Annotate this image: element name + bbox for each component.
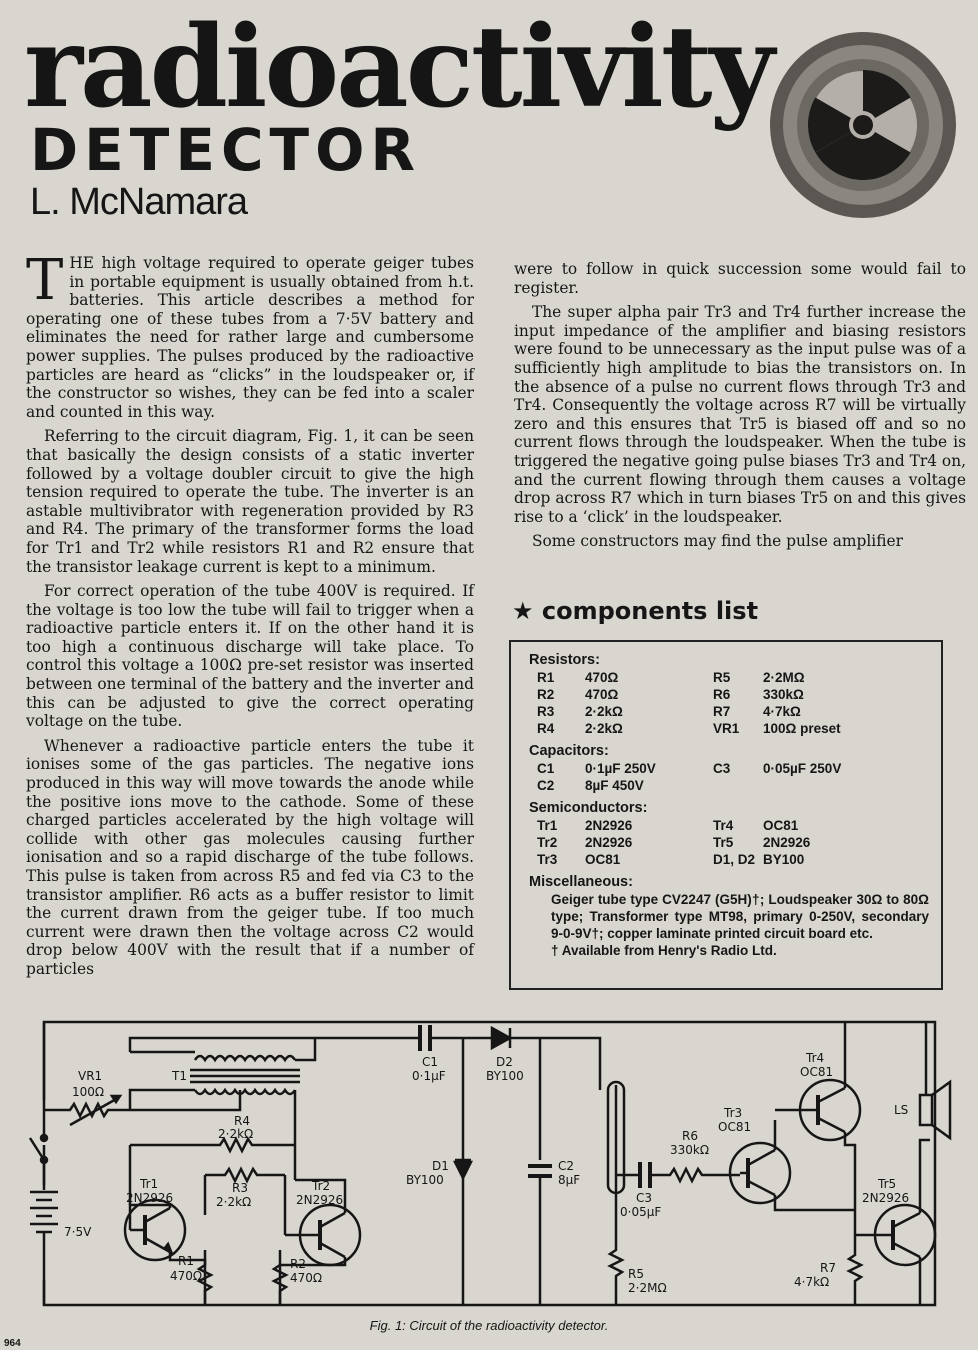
- misc-title: Miscellaneous:: [529, 874, 633, 890]
- svg-text:LS: LS: [894, 1103, 909, 1117]
- svg-text:2N2926: 2N2926: [126, 1191, 174, 1205]
- c3-r6: [616, 1162, 740, 1188]
- svg-text:R6: R6: [682, 1129, 698, 1143]
- svg-text:2·2kΩ: 2·2kΩ: [216, 1195, 252, 1209]
- svg-text:R5: R5: [628, 1267, 644, 1281]
- paragraph-2: Referring to the circuit diagram, Fig. 1, it can be seen that basically the design consists of a static inverter followed by a voltage doubler circuit to give the high tension required to operate the tube. The inverter is an astable multivibrator with regeneration provided by R3 and R4. The primary of the transformer forms the load for Tr1 and Tr2 while resistors R1 and R2 ensure that the transistor leakage current is kept to a minimum.: [26, 427, 474, 576]
- svg-text:8µF: 8µF: [558, 1173, 581, 1187]
- misc-text: Geiger tube type CV2247 (G5H)†; Loudspeaker 30Ω to 80Ω type; Transformer type MT98, primary 0-250V, secondary 9-0-9V†; copper laminate printed circuit board etc.: [551, 892, 929, 941]
- svg-text:T1: T1: [172, 1069, 187, 1083]
- misc-text-block: [529, 891, 929, 959]
- svg-text:BY100: BY100: [486, 1069, 524, 1083]
- semiconductors-title: Semiconductors:: [529, 800, 648, 816]
- svg-text:2N2926: 2N2926: [296, 1193, 344, 1207]
- svg-text:C3: C3: [636, 1191, 653, 1205]
- svg-text:VR1: VR1: [78, 1069, 103, 1083]
- capacitors-title: Capacitors:: [529, 743, 609, 759]
- circuit-diagram: [0, 1010, 978, 1315]
- svg-text:470Ω: 470Ω: [290, 1271, 323, 1285]
- svg-text:470Ω: 470Ω: [170, 1269, 203, 1283]
- svg-text:D2: D2: [496, 1055, 513, 1069]
- svg-text:2N2926: 2N2926: [862, 1191, 910, 1205]
- battery-symbol: [30, 1022, 58, 1305]
- svg-text:100Ω: 100Ω: [72, 1085, 105, 1099]
- svg-text:R7: R7: [820, 1261, 836, 1275]
- components-list-box: [509, 640, 943, 990]
- paragraph-3: For correct operation of the tube 400V is required. If the voltage is too low the tube will fail to trigger when a radioactive particle enters it. If on the other hand it is too high a continuous discharge will take place. To control this voltage a 100Ω pre-set resistor was inserted between one terminal of the battery and the inverter and this can be adjusted to give the correct operating voltage on the tube.: [26, 582, 474, 731]
- article-subtitle: DETECTOR: [30, 116, 422, 184]
- vr1-resistor: [44, 1096, 130, 1125]
- svg-text:D1: D1: [432, 1159, 449, 1173]
- transistor-tr1: [125, 1200, 205, 1305]
- r1-r2-resistors: [199, 1250, 286, 1305]
- paragraph-6: The super alpha pair Tr3 and Tr4 further increase the input impedance of the amplifier and biasing resistors were found to be unnecessary as the input pulse was of a sufficiently high amplitude to bias the transistors on. In the absence of a pulse no current flows through Tr3 and Tr4. Consequently the voltage across R7 will be virtually zero and this ensures that Tr5 is biased off and so no current flows through the loudspeaker. When the tube is triggered the negative going pulse biases Tr3 and Tr4 on, and the current flowing through them causes a voltage drop across R7 which in turn biases Tr5 on and this gives rise to a ‘click’ in the loudspeaker.: [514, 303, 966, 526]
- paragraph-4: Whenever a radioactive particle enters the tube it ionises some of the gas particles. The negative ions produced in this way will move towards the anode while the positive ions move to the cathode. Some of these charged particles accelerated by the high voltage will collide with other gas molecules causing further ionisation and so a rapid discharge of the tube follows. This pulse is taken from across R5 and fed via C3 to the transistor amplifier. R6 acts as a buffer resistor to limit the current drawn from the geiger tube. If too much current were drawn then the voltage across C2 would drop below 400V with the result that if a number of particles: [26, 736, 474, 978]
- figure-caption: Fig. 1: Circuit of the radioactivity detector.: [369, 1318, 609, 1333]
- transistor-tr5: [855, 1140, 935, 1305]
- svg-text:0·05µF: 0·05µF: [620, 1205, 662, 1219]
- svg-text:2·2MΩ: 2·2MΩ: [628, 1281, 667, 1295]
- svg-text:7·5V: 7·5V: [64, 1225, 92, 1239]
- svg-text:R2: R2: [290, 1257, 306, 1271]
- svg-text:Tr3: Tr3: [724, 1106, 743, 1120]
- svg-text:Tr4: Tr4: [806, 1051, 825, 1065]
- capacitors-table: C1 0·1µF 250V C3 0·05µF 250V C2 8µF 450V: [537, 761, 842, 793]
- svg-text:R4: R4: [234, 1114, 250, 1128]
- paragraph-1: THE high voltage required to operate geiger tubes in portable equipment is usually obtained from h.t. batteries. This article describes a method for operating one of these tubes from a 7·5V battery and eliminates the need for rather large and cumbersome power supplies. The pulses produced by the radioactive particles are heard as “clicks” in the loudspeaker or, if the constructor so wishes, they can be fed into a scaler and counted in this way.: [26, 248, 474, 421]
- svg-text:BY100: BY100: [406, 1173, 444, 1187]
- svg-text:2·2kΩ: 2·2kΩ: [218, 1127, 254, 1141]
- radiation-trefoil-icon: [768, 30, 958, 220]
- svg-text:Tr1: Tr1: [140, 1177, 159, 1191]
- svg-text:R3: R3: [232, 1181, 248, 1195]
- drop-cap: T: [26, 248, 64, 313]
- page-number: 964: [4, 1338, 21, 1349]
- paragraph-7: Some constructors may find the pulse amplifier: [532, 532, 903, 551]
- r7-resistor: [849, 1210, 861, 1305]
- svg-text:330kΩ: 330kΩ: [670, 1143, 710, 1157]
- paragraph-5: were to follow in quick succession some would fail to register.: [514, 260, 966, 297]
- svg-text:0·1µF: 0·1µF: [412, 1069, 446, 1083]
- svg-text:OC81: OC81: [718, 1120, 752, 1134]
- misc-note: † Available from Henry's Radio Ltd.: [551, 943, 777, 958]
- svg-text:Tr5: Tr5: [878, 1177, 897, 1191]
- resistors-table: R1 470Ω R5 2·2MΩ R2 470Ω R6 330kΩ R3 2·2kΩ R7 4·7kΩ R4 2·2kΩ VR1 100Ω preset: [537, 670, 841, 736]
- resistors-title: Resistors:: [529, 652, 600, 668]
- svg-text:OC81: OC81: [800, 1065, 834, 1079]
- geiger-tube: [608, 1082, 624, 1305]
- svg-text:C1: C1: [422, 1055, 439, 1069]
- article-title: radioactivity: [24, 2, 772, 133]
- article-right-column: [514, 260, 966, 557]
- svg-text:4·7kΩ: 4·7kΩ: [794, 1275, 830, 1289]
- svg-text:Tr2: Tr2: [312, 1179, 331, 1193]
- author-name: L. McNamara: [30, 181, 248, 223]
- components-heading: ★ components list: [512, 597, 759, 625]
- svg-text:C2: C2: [558, 1159, 575, 1173]
- svg-text:R1: R1: [178, 1254, 194, 1268]
- article-left-column: [26, 248, 474, 985]
- semiconductors-table: Tr1 2N2926 Tr4 OC81 Tr2 2N2926 Tr5 2N2926 Tr3 OC81 D1, D2 BY100: [537, 818, 811, 867]
